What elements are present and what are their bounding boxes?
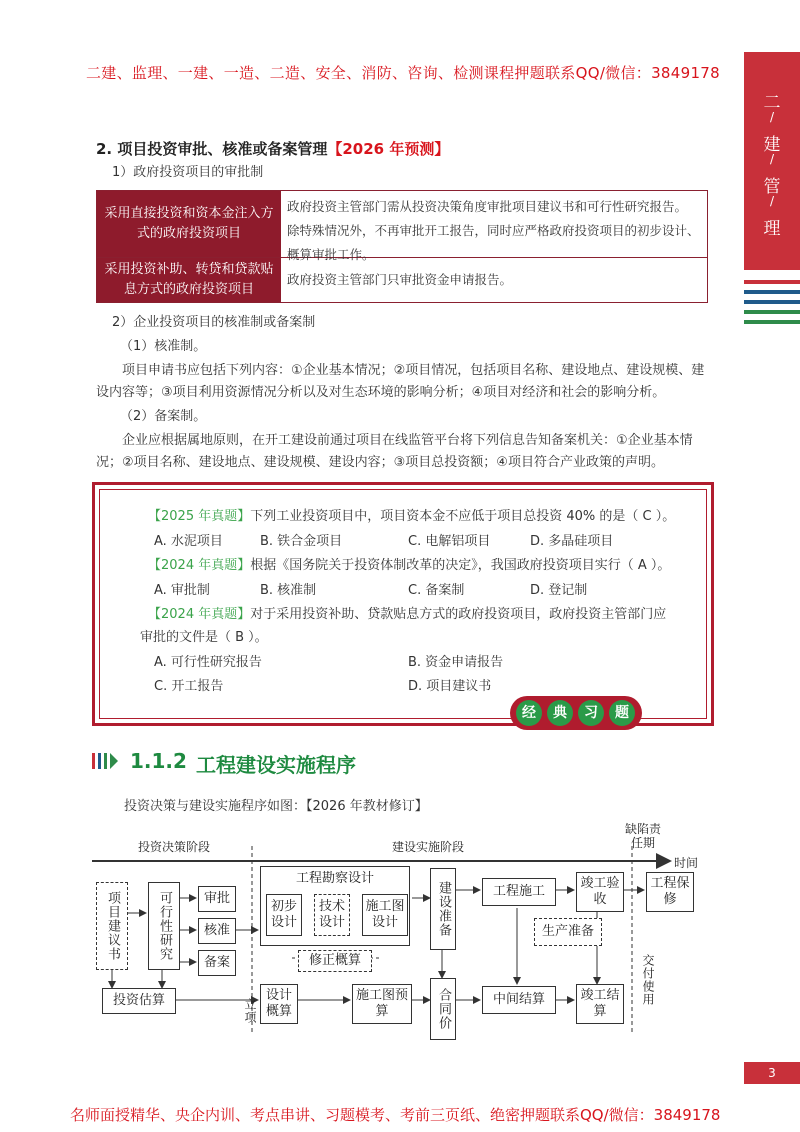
- option: B. 核准制: [260, 583, 317, 598]
- table-cell-label: 采用投资补助、转贷和贷款贴息方式的政府投资项目: [97, 258, 281, 302]
- phase-label: 投资决策阶段: [138, 840, 211, 854]
- option: C. 备案制: [408, 583, 465, 598]
- question-1: [148, 505, 698, 524]
- option: B. 铁合金项目: [260, 534, 343, 549]
- section-bars-icon: [92, 750, 120, 772]
- table-row: [97, 191, 707, 262]
- production-box: 生产准备: [534, 918, 602, 946]
- option: D. 项目建议书: [408, 679, 492, 694]
- table-text: 政府投资主管部门需从投资决策角度审批项目建议书和可行性研究报告。: [287, 199, 688, 214]
- question-tag: 【2024 年真题】: [148, 607, 251, 622]
- table-cell-content: [281, 258, 707, 302]
- warranty-box: 工程保修: [646, 872, 694, 912]
- question-text-cont: 审批的文件是（ B ）。: [140, 630, 268, 645]
- process-diagram: [92, 822, 714, 1050]
- paragraph: 项目申请书应包括下列内容：①企业基本情况；②项目情况，包括项目名称、建设地点、建设规模、建设内容等；③项目利用资源情况分析以及对生态环境的影响分析；④项目对经济和社会的影响分析。: [96, 363, 705, 400]
- section-title: 工程建设实施程序: [196, 753, 356, 777]
- prepare-box: 建设准备: [430, 868, 456, 950]
- construct-budget-box: 施工图预算: [352, 984, 412, 1024]
- figure-caption: 投资决策与建设实施程序如图：【2026 年教材修订】: [124, 799, 428, 814]
- prelim-box: 初步设计: [266, 894, 302, 936]
- chapter-side-tab: [744, 52, 800, 270]
- subheading: （1）核准制。: [120, 339, 207, 354]
- approve-box: 审批: [198, 886, 236, 912]
- question-tag: 【2024 年真题】: [148, 558, 251, 573]
- table-text: 政府投资主管部门只审批资金申请报告。: [287, 272, 513, 287]
- question-text: 根据《国务院关于投资体制改革的决定》，我国政府投资项目实行（ A ）。: [250, 558, 671, 573]
- side-tab-char: 二: [763, 93, 781, 113]
- record-box: 备案: [198, 950, 236, 976]
- feasibility-box: 可行性研究: [148, 882, 180, 970]
- option: B. 资金申请报告: [408, 655, 504, 670]
- construction-box: 工程施工: [482, 878, 556, 906]
- phase-label: 建设实施阶段: [392, 840, 465, 854]
- badge-char: 经: [516, 700, 542, 726]
- top-banner: 二建、监理、一建、一造、二造、安全、消防、咨询、检测课程押题联系QQ/微信：3849178: [86, 64, 720, 82]
- section-number: 1.1.2: [130, 749, 187, 773]
- table-cell-content: [281, 191, 707, 262]
- slash-divider: /: [769, 152, 775, 166]
- start-label: 立项: [243, 998, 257, 1024]
- decor-stripe: [744, 300, 800, 304]
- section-tag: 【2026 年预测】: [327, 140, 450, 158]
- slash-divider: /: [769, 110, 775, 124]
- slash-divider: /: [769, 194, 775, 208]
- decor-stripe: [744, 280, 800, 284]
- option: D. 多晶硅项目: [530, 534, 614, 549]
- side-tab-char: 建: [763, 135, 781, 155]
- survey-label: 工程勘察设计: [295, 871, 374, 886]
- bottom-banner: 名师面授精华、央企内训、考点串讲、习题模考、考前三页纸、绝密押题联系QQ/微信：3849178: [70, 1106, 721, 1124]
- table-text: 除特殊情况外，不再审批开工报告，同时应严格政府投资项目的初步设计、概算审批工作。: [287, 223, 700, 262]
- question-text: 下列工业投资项目中，项目资本金不应低于项目总投资 40% 的是（ C ）。: [250, 509, 676, 524]
- question-3: [148, 603, 700, 622]
- question-2: [148, 554, 698, 573]
- decor-stripe: [744, 290, 800, 294]
- badge-char: 题: [609, 700, 635, 726]
- contract-box: 合同价: [430, 978, 456, 1040]
- subheading: （2）备案制。: [120, 409, 207, 424]
- badge-char: 习: [578, 700, 604, 726]
- phase-label: 缺陷责任期: [624, 822, 661, 850]
- badge-char: 典: [547, 700, 573, 726]
- midterm-box: 中间结算: [482, 986, 556, 1014]
- estimate-box: 投资估算: [102, 988, 176, 1014]
- approval-table: [96, 190, 708, 303]
- verify-box: 核准: [198, 918, 236, 944]
- option: A. 可行性研究报告: [154, 655, 262, 670]
- table-cell-label: 采用直接投资和资本金注入方式的政府投资项目: [97, 191, 281, 257]
- subheading: 1）政府投资项目的审批制: [112, 165, 264, 180]
- question-text: 对于采用投资补助、贷款贴息方式的政府投资项目，政府投资主管部门应: [250, 607, 667, 622]
- table-row: [97, 258, 707, 302]
- option: C. 电解铝项目: [408, 534, 491, 549]
- accept-box: 竣工验收: [576, 872, 624, 912]
- construct-design-box: 施工图设计: [362, 894, 408, 936]
- design-budget-box: 设计概算: [260, 984, 298, 1024]
- time-label: 时间: [674, 856, 699, 870]
- option: A. 审批制: [154, 583, 210, 598]
- side-tab-char: 理: [763, 219, 781, 239]
- decor-stripe: [744, 320, 800, 324]
- option: C. 开工报告: [154, 679, 224, 694]
- revise-box: 修正概算: [298, 950, 372, 972]
- final-box: 竣工结算: [576, 984, 624, 1024]
- paragraph: 企业应根据属地原则，在开工建设前通过项目在线监管平台将下列信息告知备案机关：①企业基本情况；②项目名称、建设地点、建设规模、建设内容；③项目总投资额；④项目符合产业政策的声明。: [96, 433, 693, 470]
- subheading: 2）企业投资项目的核准制或备案制: [112, 315, 316, 330]
- tech-box: 技术设计: [314, 894, 350, 936]
- page-number: 3: [744, 1062, 800, 1084]
- option: A. 水泥项目: [154, 534, 223, 549]
- section-title: 2. 项目投资审批、核准或备案管理: [96, 140, 328, 158]
- handover-label: 交付使用: [641, 954, 655, 1006]
- proposal-box: 项目建议书: [96, 882, 128, 970]
- decor-stripe: [744, 310, 800, 314]
- question-tag: 【2025 年真题】: [148, 509, 251, 524]
- option: D. 登记制: [530, 583, 588, 598]
- side-tab-char: 管: [763, 177, 781, 197]
- section-heading: [96, 138, 449, 159]
